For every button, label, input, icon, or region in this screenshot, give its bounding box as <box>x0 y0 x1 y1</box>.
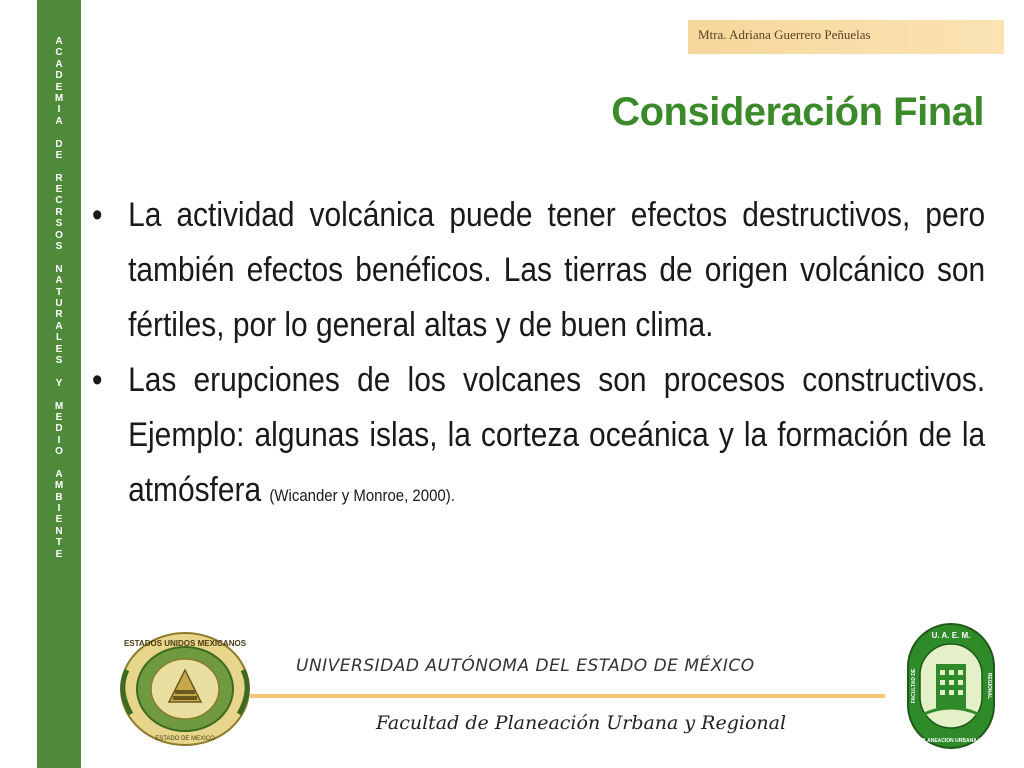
author-banner <box>688 20 1004 54</box>
sidebar-letter: N <box>55 263 63 275</box>
sidebar-letter: E <box>55 548 63 560</box>
footer-divider <box>250 694 885 698</box>
right-seal-top-text: U. A. E. M. <box>931 631 971 640</box>
uaem-coat-of-arms-seal <box>117 630 253 748</box>
sidebar-letter: S <box>55 241 63 253</box>
left-seal-top-text: ESTADOS UNIDOS MEXICANOS <box>123 639 247 648</box>
sidebar-letter: L <box>55 332 63 344</box>
university-name: UNIVERSIDAD AUTÓNOMA DEL ESTADO DE MÉXICO <box>296 656 755 676</box>
sidebar-letter: A <box>55 275 63 287</box>
bullet-item <box>92 353 985 518</box>
sidebar-letter <box>58 366 61 377</box>
bullet-text: La actividad volcánica puede tener efectos destructivos, pero también efectos benéficos. Las tierras de origen volcánico son fértiles, por lo general altas y de buen clima. <box>128 196 986 344</box>
sidebar-letter: T <box>55 286 63 298</box>
sidebar-letter: T <box>55 537 63 549</box>
sidebar-letter <box>58 457 61 468</box>
sidebar-letter: Y <box>55 377 63 389</box>
bullet-list <box>92 188 985 518</box>
sidebar-band <box>37 0 81 768</box>
sidebar-letter: S <box>55 354 63 366</box>
sidebar-letter <box>58 252 61 263</box>
sidebar-letter: C <box>55 47 63 59</box>
sidebar-letter: D <box>55 138 63 150</box>
sidebar-letter: E <box>55 184 63 196</box>
sidebar-letter: M <box>54 92 64 104</box>
author-name: Mtra. Adriana Guerrero Peñuelas <box>698 27 871 42</box>
sidebar-letter: D <box>55 70 63 82</box>
sidebar-letter: A <box>55 468 63 480</box>
sidebar-letter: A <box>55 115 63 127</box>
sidebar-letter: A <box>55 58 63 70</box>
sidebar-letter: A <box>55 320 63 332</box>
sidebar-letter: M <box>54 400 64 412</box>
sidebar-letter: D <box>55 423 63 435</box>
sidebar-letter: E <box>55 149 63 161</box>
bullet-item <box>92 188 985 353</box>
sidebar-letter: I <box>57 503 61 515</box>
sidebar-letter: I <box>57 104 61 116</box>
sidebar-letter: E <box>55 411 63 423</box>
sidebar-letter: E <box>55 343 63 355</box>
sidebar-letter <box>58 127 61 138</box>
sidebar-letter: O <box>55 446 63 458</box>
left-seal-bottom-text: ESTADO DE MEXICO <box>155 736 215 742</box>
sidebar-letter: O <box>55 229 63 241</box>
sidebar-letter <box>58 161 61 172</box>
sidebar-letter: U <box>55 297 63 309</box>
sidebar-vertical-text <box>37 36 81 560</box>
faculty-name: Facultad de Planeación Urbana y Regional <box>376 712 787 734</box>
bullet-marker: • <box>92 361 103 399</box>
sidebar-letter: E <box>55 514 63 526</box>
sidebar-letter: R <box>55 172 63 184</box>
sidebar-letter: R <box>55 309 63 321</box>
faculty-seal <box>906 622 996 750</box>
sidebar-letter <box>58 389 61 400</box>
right-seal-left-text: FACULTAD DE <box>911 668 917 704</box>
sidebar-letter: C <box>55 195 63 207</box>
sidebar-letter: I <box>57 434 61 446</box>
sidebar-letter: N <box>55 525 63 537</box>
bullet-marker: • <box>92 196 103 234</box>
sidebar-letter: B <box>55 491 63 503</box>
sidebar-letter: S <box>55 218 63 230</box>
sidebar-letter: R <box>55 206 63 218</box>
slide-title: Consideración Final <box>611 90 984 134</box>
right-seal-bottom-text: PLANEACION URBANA Y <box>920 738 982 744</box>
sidebar-letter: M <box>54 480 64 492</box>
bullet-text: Las erupciones de los volcanes son procesos constructivos. Ejemplo: algunas islas, la corteza oceánica y la formación de la atmósfera <box>128 361 986 509</box>
citation: (Wicander y Monroe, 2000). <box>269 486 455 505</box>
right-seal-right-text: REGIONAL <box>986 672 992 700</box>
sidebar-letter: E <box>55 81 63 93</box>
sidebar-letter: A <box>55 36 63 47</box>
